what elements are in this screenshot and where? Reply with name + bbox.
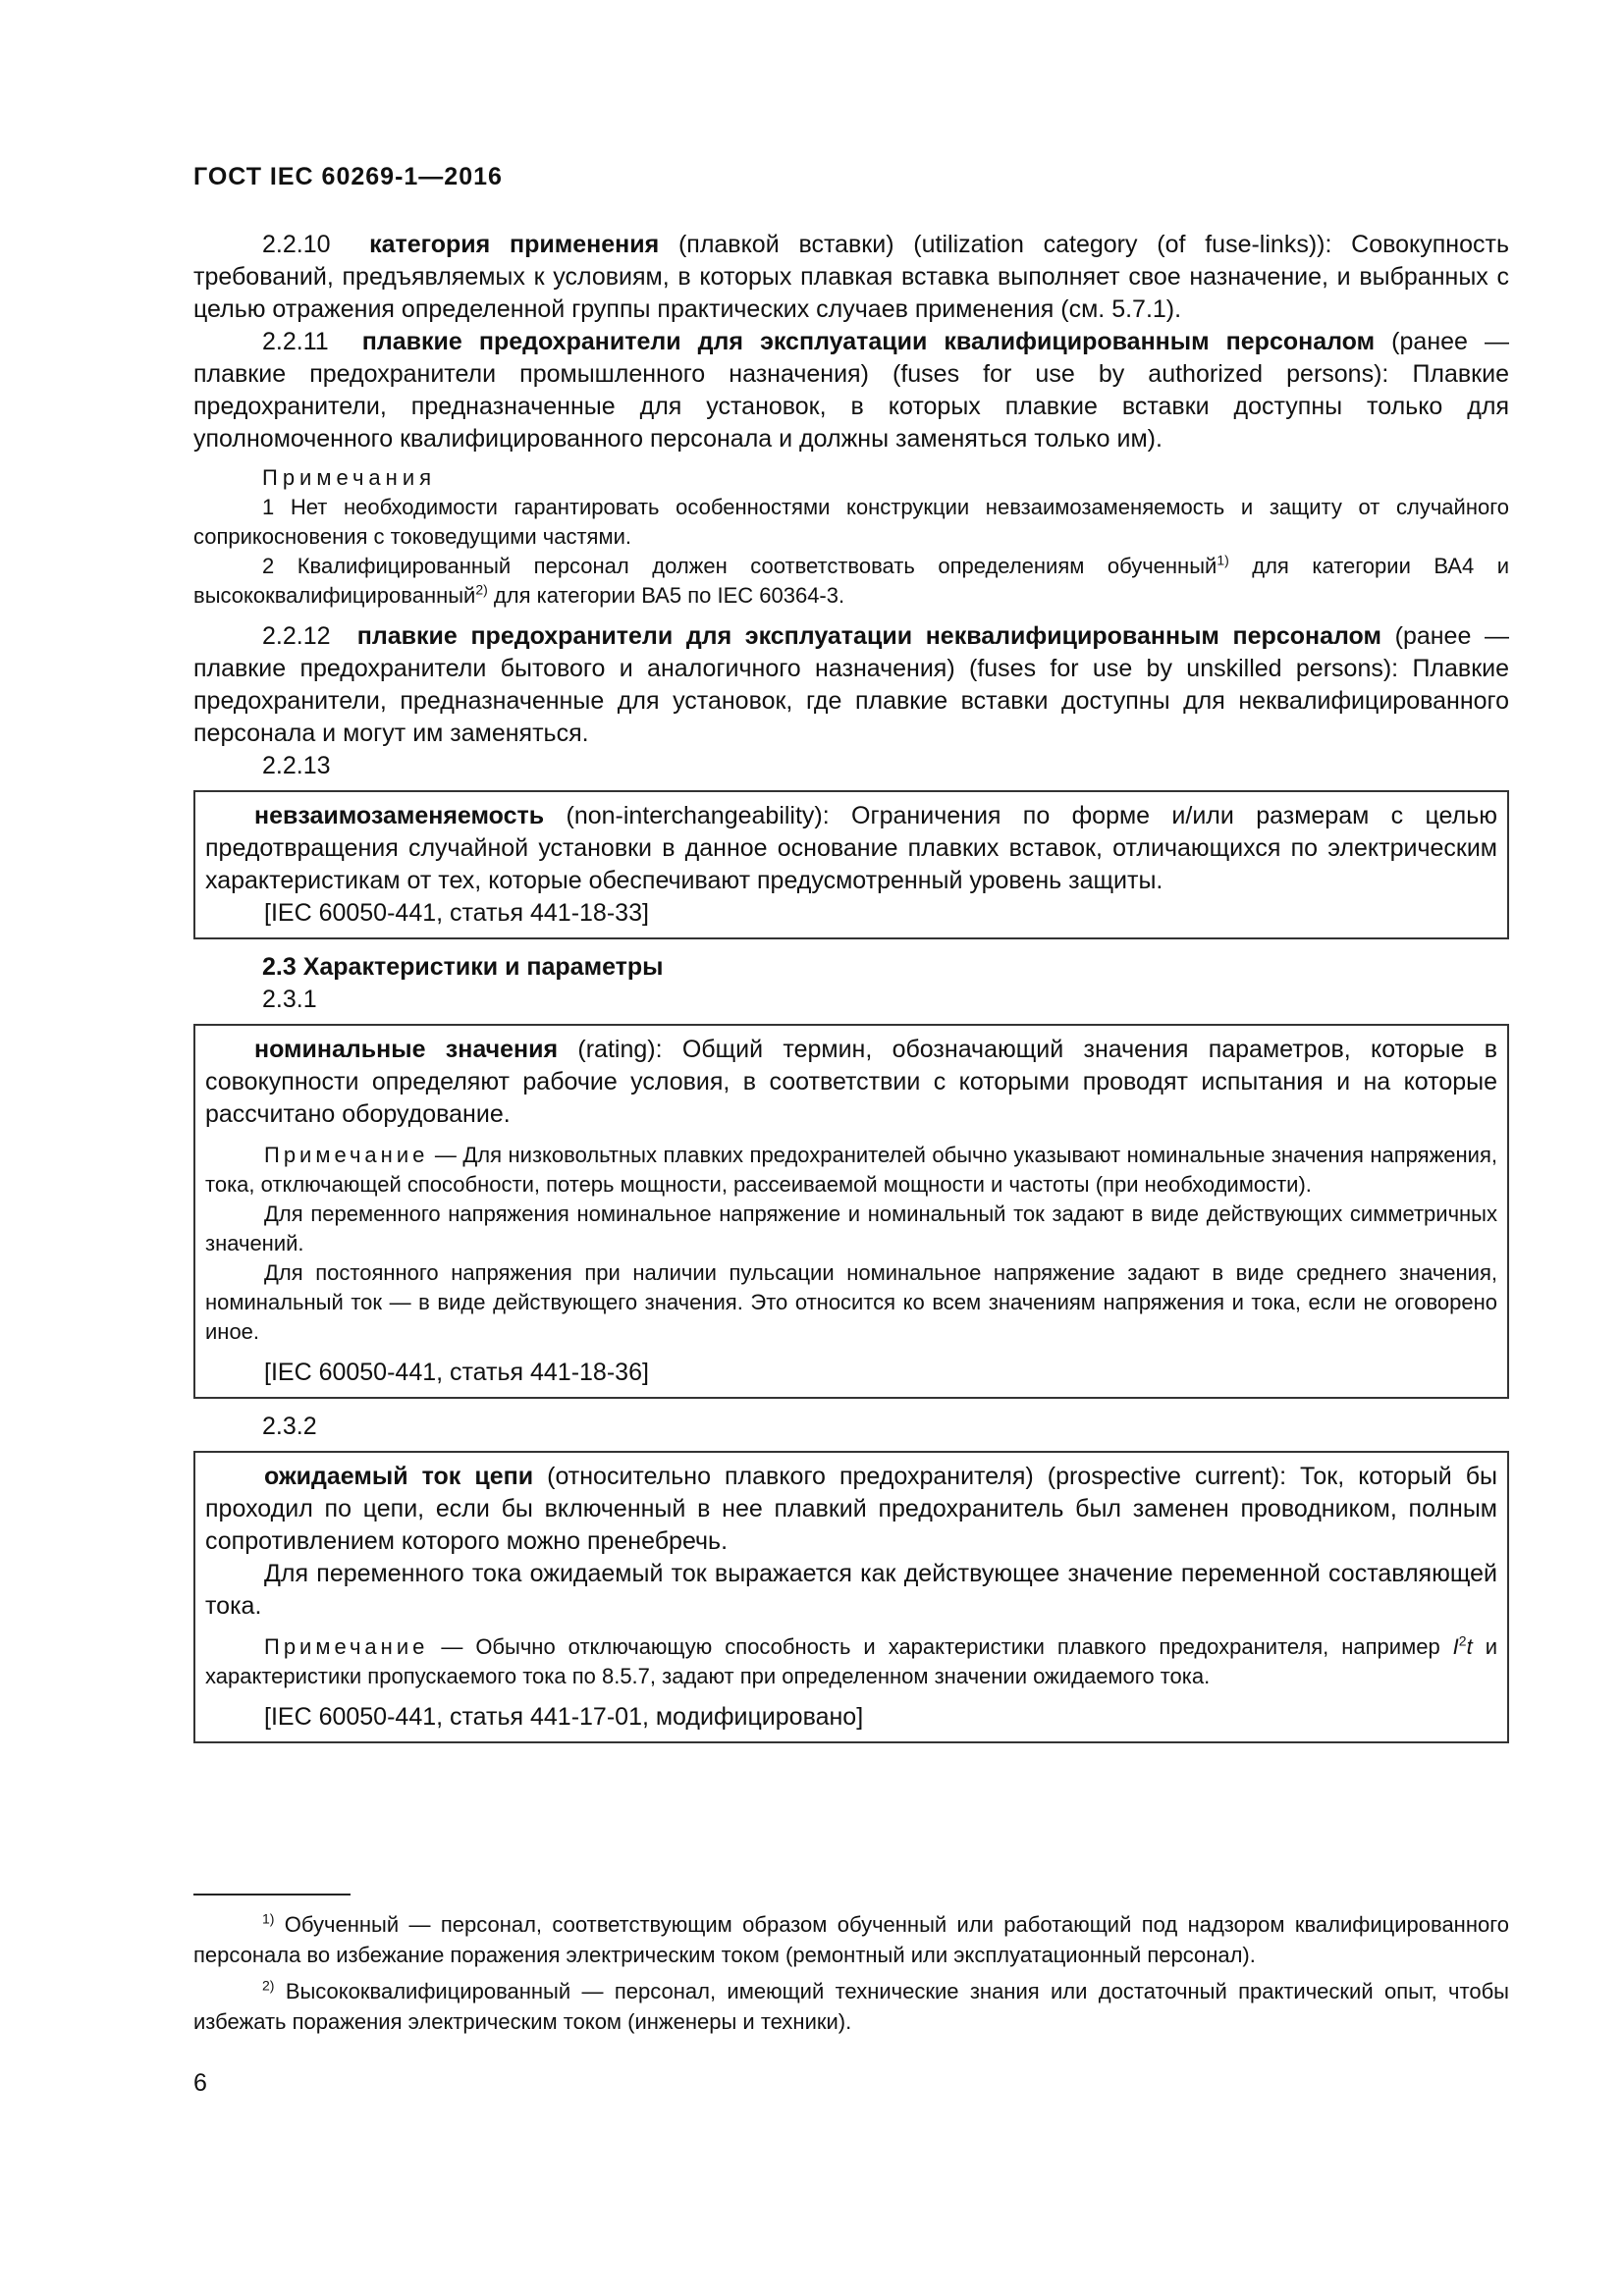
clause-2-2-11: [193, 326, 1509, 455]
clause-2-2-12: [193, 620, 1509, 750]
source-reference: [IEC 60050-441, статья 441-18-33]: [264, 899, 649, 927]
footnote-ref-1: 1): [1217, 552, 1229, 568]
standard-header: ГОСТ IEC 60269-1—2016: [193, 163, 503, 190]
note-1: 1 Нет необходимости гарантировать особенностями конструкции невзаимозаменяемость и защиту от случайного соприкосновения с токоведущими частями.: [193, 495, 1509, 549]
footnote-2: $^{2)}$ Высококвалифицированный — персонал, имеющий технические знания или достаточный практический опыт, чтобы избежать поражения электрическим током (инженеры и техники).: [193, 1977, 1509, 2034]
definition-box-2-3-2: [193, 1451, 1509, 1743]
term: категория применения: [369, 231, 660, 258]
definition: [205, 800, 1497, 897]
term: плавкие предохранители для эксплуатации неквалифицированным персоналом: [356, 622, 1381, 650]
term: ожидаемый ток цепи: [264, 1463, 534, 1490]
page-content: [193, 229, 1509, 1755]
definition: [205, 1034, 1497, 1131]
definition-box-2-2-13: [193, 790, 1509, 939]
clause-2-2-10: [193, 229, 1509, 326]
note-2: 2 Квалифицированный персонал должен соответствовать определениям обученный$^{1)}$ для категории ВА4 и высококвалифицированный$^{2)}$ для категории ВА5 по IEC 60364-3.: [193, 552, 1509, 608]
definition: [205, 1461, 1497, 1558]
definition-text: (ранее — плавкие предохранители промышленного назначения) (fuses for use by authorized persons): Плавкие предохранители, предназначенные для установок, в которых плавкие вставки доступны только для уполномоченного квалифицированного персонала и должны заменяться только им).: [193, 328, 1509, 453]
source-reference: [IEC 60050-441, статья 441-18-36]: [264, 1359, 649, 1386]
footnote-mark: 1): [262, 1910, 275, 1927]
term: плавкие предохранители для эксплуатации квалифицированным персоналом: [361, 328, 1376, 355]
footnotes: [193, 1909, 1509, 2043]
note: Примечание — Для низковольтных плавких предохранителей обычно указывают номинальные значения напряжения, тока, отключающей способности, потерь мощности, рассеиваемой мощности и частоты (при необходимости).: [205, 1143, 1497, 1197]
definition-text: (относительно плавкого предохранителя) (prospective current): Ток, который бы проходил по цепи, если бы включенный в нее плавкий предохранитель был заменен проводником, полным сопротивлением которого можно пренебречь.: [205, 1463, 1497, 1555]
definition-box-2-3-1: [193, 1024, 1509, 1399]
definition-continuation: Для переменного тока ожидаемый ток выражается как действующее значение переменной составляющей тока.: [205, 1560, 1497, 1620]
definition-text: (rating): Общий термин, обозначающий значения параметров, которые в совокупности определяют рабочие условия, в соответствии с которыми проводят испытания и на которые рассчитано оборудование.: [205, 1036, 1497, 1128]
definition-text: (плавкой вставки) (utilization category (of fuse-links)): Совокупность требований, предъявляемых к условиям, в которых плавкая вставка выполняет свое назначение, и выбранных с целью отражения определенной группы практических случаев применения (см. 5.7.1).: [193, 231, 1509, 323]
clause-number-2-2-13: 2.2.13: [262, 752, 331, 779]
footnote-ref-2: 2): [475, 581, 488, 598]
footnote-mark: 2): [262, 1977, 275, 1994]
clause-number: 2.2.12: [262, 622, 331, 650]
note-continuation-1: Для переменного напряжения номинальное напряжение и номинальный ток задают в виде действующих симметричных значений.: [205, 1201, 1497, 1255]
note-continuation-2: Для постоянного напряжения при наличии пульсации номинальное напряжение задают в виде среднего значения, номинальный ток — в виде действующего значения. Это относится ко всем значениям напряжения и тока, если не оговорено иное.: [205, 1260, 1497, 1344]
clause-number-2-3-1: 2.3.1: [262, 986, 317, 1013]
notes-heading: Примечания: [262, 465, 437, 490]
footnote-divider: [193, 1894, 351, 1896]
section-heading-2-3: 2.3 Характеристики и параметры: [262, 953, 664, 981]
note: Примечание — Обычно отключающую способность и характеристики плавкого предохранителя, например $I^2t$ и характеристики пропускаемого тока по 8.5.7, задают при определенном значении ожидаемого тока.: [205, 1632, 1497, 1688]
definition-text: (non-interchangeability): Ограничения по форме и/или размерам с целью предотвращения случайной установки в данное основание плавких вставок, отличающихся по электрическим характеристикам от тех, которые обеспечивают предусмотренный уровень защиты.: [205, 802, 1497, 894]
definition-text: (ранее — плавкие предохранители бытового и аналогичного назначения) (fuses for use by unskilled persons): Плавкие предохранители, предназначенные для установок, где плавкие вставки доступны для неквалифицированного персонала и могут им заменяться.: [193, 622, 1509, 747]
clause-number: 2.2.10: [262, 231, 331, 258]
page-number: 6: [193, 2069, 207, 2097]
term: номинальные значения: [254, 1036, 559, 1063]
footnote-1: $^{1)}$ Обученный — персонал, соответствующим образом обученный или работающий под надзором квалифицированного персонала во избежание поражения электрическим током (ремонтный или эксплуатационный персонал).: [193, 1910, 1509, 1967]
term: невзаимозаменяемость: [254, 802, 545, 829]
clause-number-2-3-2: 2.3.2: [262, 1413, 317, 1440]
source-reference: [IEC 60050-441, статья 441-17-01, модифицировано]: [264, 1703, 864, 1731]
clause-number: 2.2.11: [262, 328, 329, 355]
note-label: Примечание: [264, 1634, 429, 1659]
note-label: Примечание: [264, 1143, 429, 1167]
